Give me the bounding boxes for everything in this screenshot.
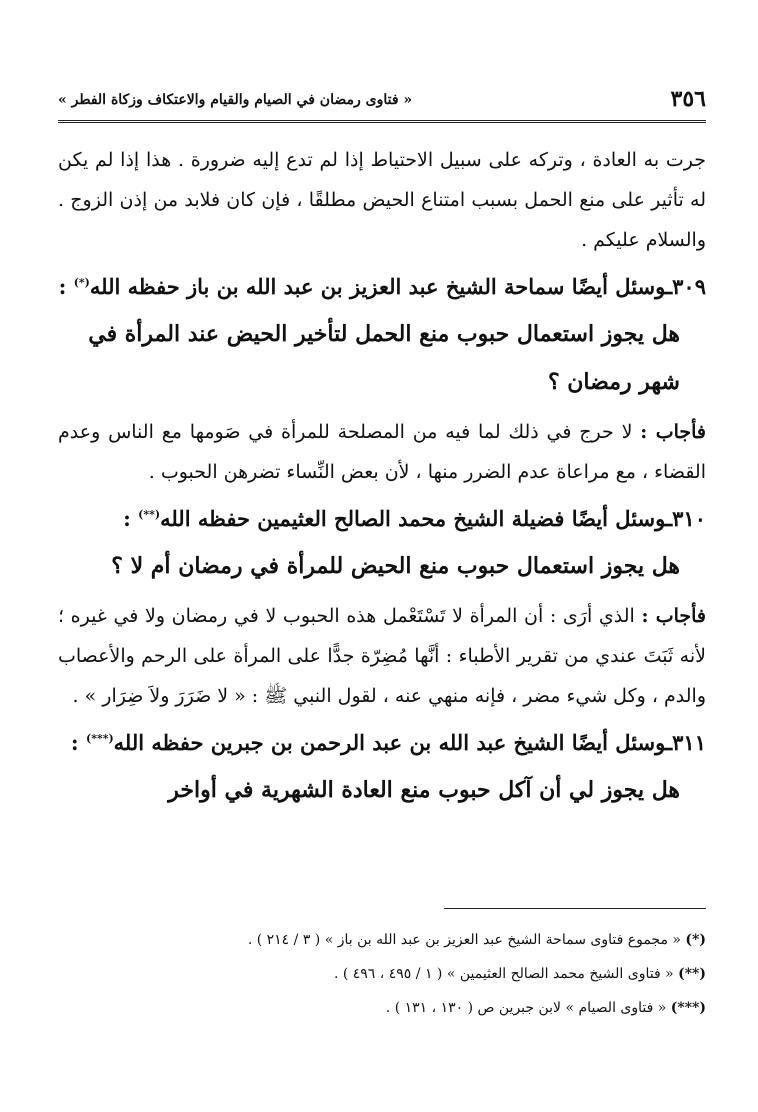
question-309-text: هل يجوز استعمال حبوب منع الحمل لتأخير الحيض عند المرأة في شهر رمضان ؟ [88,321,680,395]
question-311-text: هل يجوز لي أن آكل حبوب منع العادة الشهرية في أواخر [168,777,680,803]
answer-text: لا حرج في ذلك لما فيه من المصلحة للمرأة في صَومها مع الناس وعدم القضاء ، مع مراعاة عدم الضرر منها ، لأن بعض النِّساء تضرهن الحبوب . [58,421,706,483]
footnote-marker: (**) [138,508,161,521]
book-page [58,0,706,1112]
footnote-3 [58,991,706,1025]
question-number: ٣١٠ـ [666,506,706,531]
question-heading-text: وسئل أيضًا فضيلة الشيخ محمد الصالح العثيمين حفظه الله [160,506,666,531]
intro-paragraph: جرت به العادة ، وتركه على سبيل الاحتياط إذا لم تدع إليه ضرورة . هذا إذا لم يكن له تأثير على منع الحمل بسبب امتناع الحيض مطلقًا ، فإن كان فلابد من إذن الزوج . والسلام عليكم . [58,149,707,251]
footnote-text: « فتاوى الشيخ محمد الصالح العثيمين » ( ١ / ٤٩٥ ، ٤٩٦ ) . [333,966,674,982]
answer-text: الذي أرَى : أن المرأة لا تَسْتَعْمل هذه الحبوب لا في رمضان ولا في غيره ؛ لأنه ثَبَتَ عندي من تقرير الأطباء : أنَّها مُضِرّة جدًّا على المرأة على الرحم والأعصاب والدم ، وكل شيء مضر ، فإنه منهي عنه ، لقول النبي ﷺ : « لا ضَرَرَ ولاَ ضِرَار » . [58,605,706,707]
answer-310 [58,596,706,716]
question-number: ٣١١ـ [666,730,706,755]
question-heading-text: وسئل أيضًا سماحة الشيخ عبد العزيز بن عبد الله بن باز حفظه الله [89,274,666,299]
question-311-heading [58,716,706,766]
body-text [58,140,706,820]
footnote-text: « فتاوى الصيام » لابن جبرين ص ( ١٣٠ ، ١٣١ ) . [385,1000,667,1016]
footnote-text: « مجموع فتاوى سماحة الشيخ عبد العزيز بن عبد الله بن باز » ( ٣ / ٢١٤ ) . [247,932,681,948]
running-title: « فتاوى رمضان في الصيام والقيام والاعتكاف وزكاة الفطر » [58,92,413,108]
question-310-text: هل يجوز استعمال حبوب منع الحيض للمرأة في رمضان أم لا ؟ [111,553,680,579]
heading-colon: : [123,506,131,531]
footnote-1 [58,923,706,957]
answer-label: فأجاب : [640,421,706,443]
footnote-mark: (**) [678,966,706,982]
heading-colon: : [58,274,67,299]
footnote-marker: (***) [85,732,114,745]
footnote-mark: (*) [685,932,706,948]
footnote-divider [444,908,706,909]
footnotes [58,908,706,1025]
footnote-2 [58,957,706,991]
page-header [58,86,706,123]
page-number: ٣٥٦ [670,86,706,112]
question-heading-text: وسئل أيضًا الشيخ عبد الله بن عبد الرحمن بن جبرين حفظه الله [113,730,666,755]
question-number: ٣٠٩ـ [666,274,706,299]
answer-label: فأجاب : [641,605,706,627]
footnote-mark: (***) [670,1000,706,1016]
heading-colon: : [70,730,79,755]
answer-309 [58,412,706,492]
question-310-heading [58,492,706,542]
footnote-marker: (*) [73,276,90,289]
question-309-heading [58,260,706,310]
